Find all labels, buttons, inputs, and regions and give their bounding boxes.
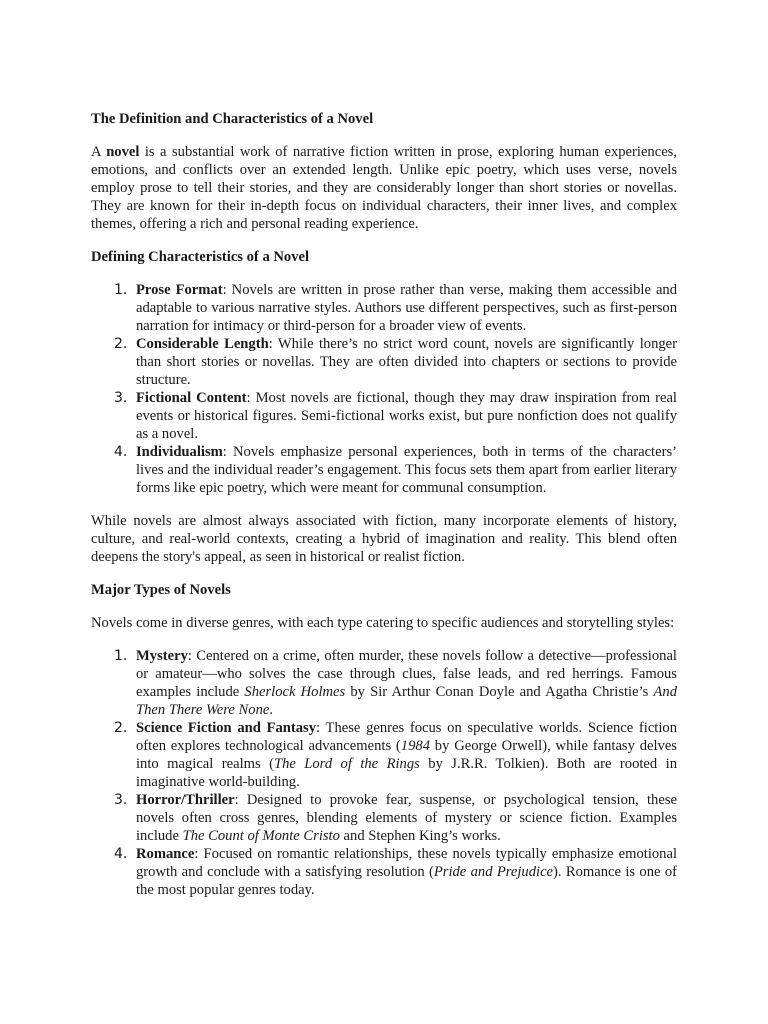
list-item — [91, 443, 677, 497]
italic-title: And Then There Were None — [136, 684, 677, 718]
types-intro-paragraph: Novels come in diverse genres, with each type catering to specific audiences and storytelling styles: — [91, 615, 675, 631]
italic-title: Sherlock Holmes — [244, 684, 346, 700]
characteristics-list — [91, 281, 677, 497]
list-text: : Centered on a crime, often murder, these novels follow a detective—professional or amateur—who solves the case through clues, false leads, and red herrings. Famous examples include — [136, 648, 677, 700]
list-number: 2. — [114, 720, 128, 736]
list-item — [91, 389, 677, 443]
italic-title: Pride and Prejudice — [433, 864, 554, 880]
closing-paragraph: While novels are almost always associated with fiction, many incorporate elements of history, culture, and real-world contexts, creating a hybrid of imagination and reality. This blend often deepens the story's appeal, as seen in historical or realist fiction. — [91, 513, 677, 565]
list-number: 1. — [114, 648, 128, 664]
list-text: ). Romance is one of the most popular genres today. — [136, 864, 677, 898]
list-text: : Focused on romantic relationships, these novels typically emphasize emotional growth and conclude with a satisfying resolution ( — [136, 846, 677, 880]
list-text: : While there’s no strict word count, novels are significantly longer than short stories or novellas. They are often divided into chapters or sections to provide structure. — [136, 336, 677, 388]
list-text: : Designed to provoke fear, suspense, or psychological tension, these novels often cross genres, blending elements of mystery or science fiction. Examples include — [136, 792, 677, 844]
list-term: Individualism — [136, 444, 223, 460]
document-title: The Definition and Characteristics of a Novel — [91, 111, 374, 127]
list-text: . — [269, 702, 274, 718]
list-item — [91, 335, 677, 389]
italic-title: The Lord of the Rings — [273, 756, 420, 772]
list-term: Considerable Length — [136, 336, 269, 352]
section-heading-characteristics: Defining Characteristics of a Novel — [91, 249, 310, 265]
list-item — [91, 719, 677, 791]
list-text: by J.R.R. Tolkien). Both are rooted in imaginative world-building. — [136, 756, 677, 790]
intro-paragraph — [91, 143, 677, 233]
list-text: by Sir Arthur Conan Doyle and Agatha Christie’s — [345, 684, 654, 700]
list-term: Fictional Content — [136, 390, 247, 406]
list-number: 4. — [114, 444, 128, 460]
section-heading-types: Major Types of Novels — [91, 582, 231, 598]
list-text: : Most novels are fictional, though they may draw inspiration from real events or historical figures. Semi-fictional works exist, but pure nonfiction does not qualify as a novel. — [136, 390, 677, 442]
list-item — [91, 281, 677, 335]
list-term: Prose Format — [136, 282, 223, 298]
list-item — [91, 845, 677, 899]
list-term: Mystery — [136, 648, 188, 664]
list-text: : These genres focus on speculative worlds. Science fiction often explores technological advancements ( — [136, 720, 677, 754]
list-text: and Stephen King’s works. — [339, 828, 501, 844]
italic-title: 1984 — [400, 738, 430, 754]
intro-text: is a substantial work of narrative fiction written in prose, exploring human experiences, emotions, and conflicts over an extended length. Unlike epic poetry, which uses verse, novels employ prose to tell their stories, and they are considerably longer than short stories or novellas. They are known for their in-depth focus on individual characters, their inner lives, and complex themes, offering a rich and personal reading experience. — [91, 144, 678, 232]
list-term: Romance — [136, 846, 195, 862]
intro-prefix: A — [91, 144, 107, 160]
list-number: 1. — [114, 282, 128, 298]
list-number: 3. — [114, 390, 128, 406]
list-item — [91, 791, 677, 845]
list-text: by George Orwell), while fantasy delves into magical realms ( — [136, 738, 677, 772]
list-text: : Novels are written in prose rather than verse, making them accessible and adaptable to various narrative styles. Authors use different perspectives, such as first-person narration for intimacy or third-person for a broader view of events. — [136, 282, 678, 334]
italic-title: The Count of Monte Cristo — [182, 828, 340, 844]
list-number: 2. — [114, 336, 128, 352]
list-number: 3. — [114, 792, 128, 808]
types-list — [91, 647, 677, 899]
list-term: Science Fiction and Fantasy — [136, 720, 317, 736]
list-term: Horror/Thriller — [136, 792, 235, 808]
list-number: 4. — [114, 846, 128, 862]
list-item — [91, 647, 677, 719]
intro-bold-term: novel — [106, 144, 140, 160]
list-text: : Novels emphasize personal experiences, both in terms of the characters’ lives and the individual reader’s engagement. This focus sets them apart from earlier literary forms like epic poetry, which were meant for communal consumption. — [136, 444, 677, 496]
